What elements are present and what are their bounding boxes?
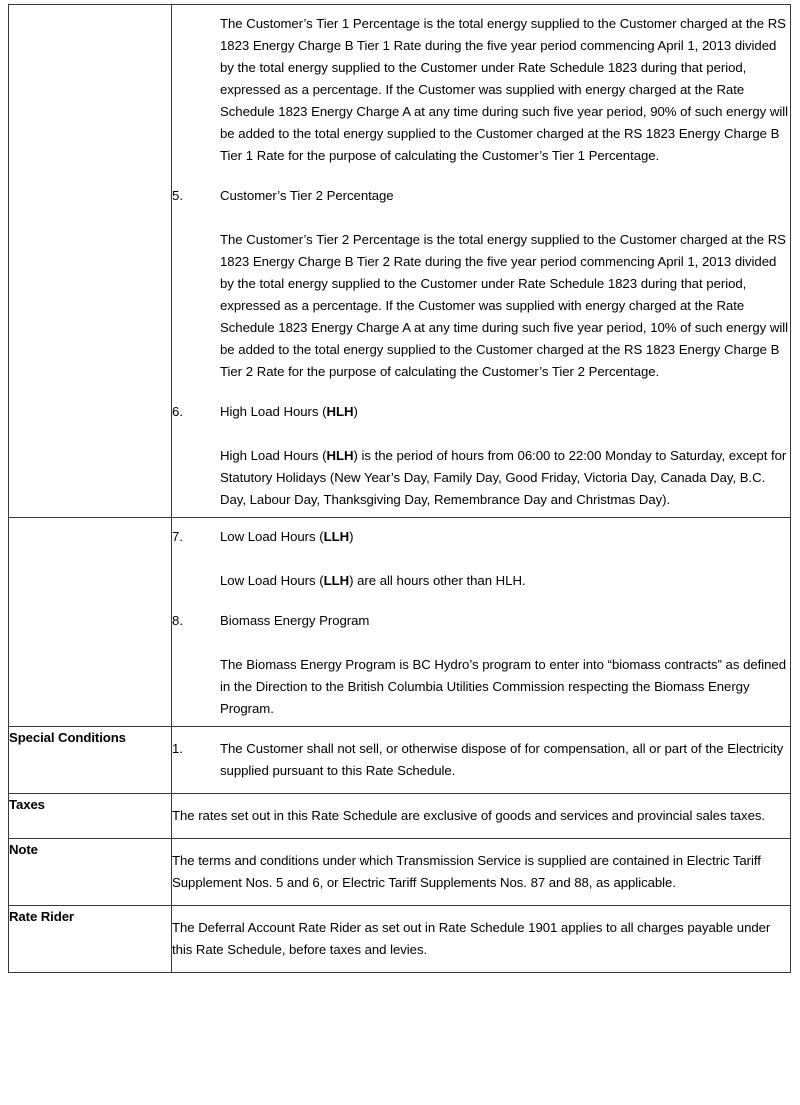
item-number: 1. — [172, 741, 183, 756]
row-paragraph: The terms and conditions under which Transmission Service is supplied are contained in Electric Tariff Supplement Nos. 5 and 6, or Electric Tariff Supplements Nos. 87 and 88, as applicable. — [172, 853, 761, 890]
row-body-cell — [172, 518, 791, 727]
spacer — [172, 518, 790, 526]
item-paragraph: The Customer shall not sell, or otherwise dispose of for compensation, all or part of the Electricity supplied pursuant to this Rate Schedule. — [220, 741, 784, 778]
item-number: 6. — [172, 404, 183, 419]
table-row — [9, 794, 791, 839]
row-label-cell — [9, 518, 172, 727]
row-body-cell — [172, 906, 791, 973]
spacer — [172, 511, 790, 517]
item-body — [220, 526, 790, 592]
row-label-rate-rider: Rate Rider — [9, 906, 172, 973]
item-number: 7. — [172, 529, 183, 544]
item-paragraph: The Customer’s Tier 2 Percentage is the total energy supplied to the Customer charged at the RS 1823 Energy Charge B Tier 2 Rate during the five year period commencing April 1, 2013 divided by the total energy supplied to the Customer under Rate Schedule 1823 during that period, expressed as a percentage. If the Customer was supplied with energy charged at the Rate Schedule 1823 Energy Charge A at any time during such five year period, 10% of such energy will be added to the total energy supplied to the Customer charged at the RS 1823 Energy Charge B Tier 2 Rate for the purpose of calculating the Customer’s Tier 2 Percentage. — [220, 232, 789, 379]
item-paragraph: The Customer’s Tier 1 Percentage is the total energy supplied to the Customer charged at the RS 1823 Energy Charge B Tier 1 Rate during the five year period commencing April 1, 2013 divided by the total energy supplied to the Customer under Rate Schedule 1823 during that period, expressed as a percentage. If the Customer was supplied with energy charged at the Rate Schedule 1823 Energy Charge A at any time during such five year period, 90% of such energy will be added to the total energy supplied to the Customer charged at the RS 1823 Energy Charge B Tier 1 Rate for the purpose of calculating the Customer’s Tier 1 Percentage. — [220, 16, 789, 163]
table-row — [9, 727, 791, 794]
item-number: 8. — [172, 613, 183, 628]
item-paragraph: Low Load Hours (LLH) are all hours other than HLH. — [220, 573, 526, 588]
item-body — [220, 13, 790, 167]
row-label-note: Note — [9, 839, 172, 906]
row-body-cell — [172, 794, 791, 839]
table-body — [9, 5, 791, 973]
item-heading: Low Load Hours (LLH) — [220, 529, 354, 544]
table-row — [9, 518, 791, 727]
table-row — [9, 5, 791, 518]
item-number: 5. — [172, 188, 183, 203]
item-body — [220, 401, 790, 511]
row-label-cell — [9, 5, 172, 518]
row-body-cell — [172, 839, 791, 906]
numbered-item — [172, 610, 790, 720]
row-label-taxes: Taxes — [9, 794, 172, 839]
numbered-item — [172, 738, 790, 782]
item-body — [220, 610, 790, 720]
table-row — [9, 839, 791, 906]
item-body — [220, 185, 790, 383]
item-paragraph: The Biomass Energy Program is BC Hydro’s program to enter into “biomass contracts” as defined in the Direction to the British Columbia Utilities Commission respecting the Biomass Energy Program. — [220, 657, 787, 716]
row-paragraph: The rates set out in this Rate Schedule are exclusive of goods and services and provincial sales taxes. — [172, 808, 766, 823]
row-body-cell — [172, 727, 791, 794]
item-heading: High Load Hours (HLH) — [220, 404, 358, 419]
row-paragraph: The Deferral Account Rate Rider as set out in Rate Schedule 1901 applies to all charges payable under this Rate Schedule, before taxes and levies. — [172, 920, 771, 957]
item-heading: Customer’s Tier 2 Percentage — [220, 188, 394, 203]
item-body — [220, 738, 790, 782]
rate-schedule-table — [8, 4, 791, 973]
numbered-item — [172, 526, 790, 592]
row-label-special-conditions: Special Conditions — [9, 727, 172, 794]
item-heading: Biomass Energy Program — [220, 613, 370, 628]
spacer — [172, 720, 790, 726]
numbered-item — [172, 185, 790, 383]
table-row — [9, 906, 791, 973]
numbered-item — [172, 13, 790, 167]
numbered-item — [172, 401, 790, 511]
item-paragraph: High Load Hours (HLH) is the period of hours from 06:00 to 22:00 Monday to Saturday, except for Statutory Holidays (New Year’s Day, Family Day, Good Friday, Victoria Day, Canada Day, B.C. Day, Labour Day, Thanksgiving Day, Remembrance Day and Christmas Day). — [220, 448, 787, 507]
row-body-cell — [172, 5, 791, 518]
spacer — [172, 5, 790, 13]
